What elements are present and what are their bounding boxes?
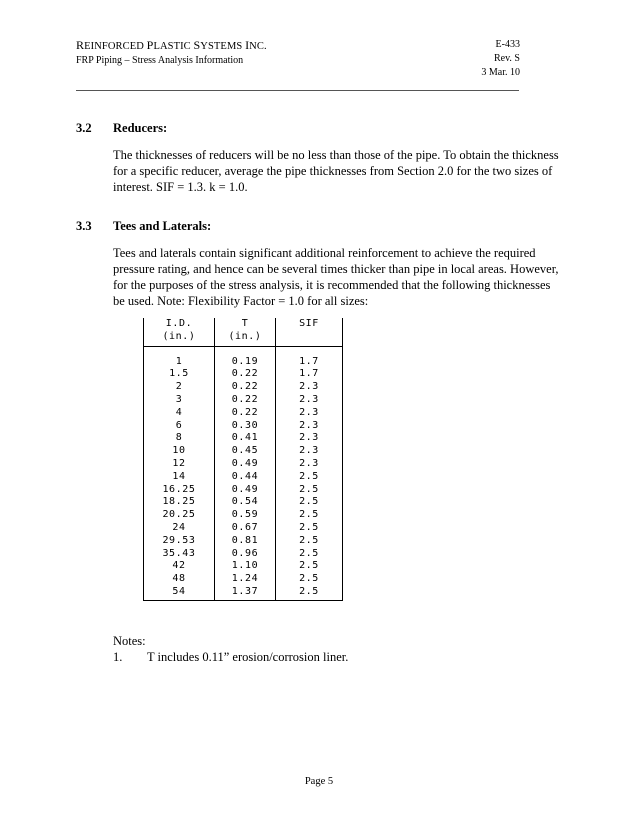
cell-id: 3 (144, 394, 215, 407)
cell-sif: 2.3 (276, 381, 343, 394)
section-number-3-3: 3.3 (76, 219, 92, 233)
cell-id: 42 (144, 560, 215, 573)
table-row (144, 432, 343, 445)
cell-sif: 2.5 (276, 471, 343, 484)
cell-thickness: 0.22 (215, 407, 276, 420)
cell-sif: 2.5 (276, 548, 343, 561)
revision: Rev. S (493, 53, 520, 64)
cell-id: 6 (144, 420, 215, 433)
table-row (144, 368, 343, 381)
company-name: REINFORCED PLASTIC SYSTEMS INC. (76, 38, 267, 52)
table-row (144, 560, 343, 573)
table-row (144, 356, 343, 369)
cell-thickness: 1.24 (215, 573, 276, 586)
table-row (144, 484, 343, 497)
table-row (144, 407, 343, 420)
table-row (144, 445, 343, 458)
paragraph-line: for a specific reducer, average the pipe thicknesses from Section 2.0 for the two sizes of (113, 164, 553, 178)
cell-thickness: 0.22 (215, 394, 276, 407)
cell-sif: 2.5 (276, 509, 343, 522)
cell-sif: 2.5 (276, 573, 343, 586)
cell-thickness: 1.37 (215, 586, 276, 600)
cell-id: 18.25 (144, 496, 215, 509)
table-row (144, 420, 343, 433)
cell-sif: 2.5 (276, 535, 343, 548)
note-text: T includes 0.11” erosion/corrosion liner. (147, 650, 349, 664)
cell-thickness: 0.54 (215, 496, 276, 509)
table-row (144, 509, 343, 522)
table-row (144, 586, 343, 600)
cell-sif: 2.5 (276, 586, 343, 600)
cell-thickness: 0.22 (215, 368, 276, 381)
cell-thickness: 0.30 (215, 420, 276, 433)
cell-sif: 2.5 (276, 522, 343, 535)
cell-id: 14 (144, 471, 215, 484)
cell-id: 1 (144, 356, 215, 369)
header-divider (76, 90, 519, 91)
table-row (144, 471, 343, 484)
cell-sif: 2.3 (276, 445, 343, 458)
document-header-right (481, 38, 520, 80)
cell-thickness: 0.59 (215, 509, 276, 522)
cell-thickness: 1.10 (215, 560, 276, 573)
paragraph-tees-laterals (113, 245, 573, 309)
cell-sif: 1.7 (276, 368, 343, 381)
page-number: Page 5 (304, 776, 334, 787)
cell-id: 10 (144, 445, 215, 458)
table-row (144, 535, 343, 548)
paragraph-line: The thicknesses of reducers will be no less than those of the pipe. To obtain the thickness (113, 148, 559, 162)
cell-id: 24 (144, 522, 215, 535)
cell-id: 12 (144, 458, 215, 471)
table-body (144, 346, 343, 600)
section-title-reducers: Reducers: (113, 121, 168, 135)
cell-thickness: 0.45 (215, 445, 276, 458)
document-header-left (76, 38, 267, 68)
table-row (144, 458, 343, 471)
cell-id: 16.25 (144, 484, 215, 497)
document-subtitle: FRP Piping – Stress Analysis Information (76, 55, 244, 66)
document-number: E-433 (495, 39, 520, 50)
column-unit-t: (in.) (215, 331, 276, 346)
cell-id: 54 (144, 586, 215, 600)
cell-sif: 2.3 (276, 394, 343, 407)
cell-id: 20.25 (144, 509, 215, 522)
cell-thickness: 0.41 (215, 432, 276, 445)
cell-sif: 2.3 (276, 420, 343, 433)
cell-thickness: 0.22 (215, 381, 276, 394)
cell-sif: 2.3 (276, 458, 343, 471)
cell-thickness: 0.67 (215, 522, 276, 535)
cell-sif: 2.5 (276, 560, 343, 573)
cell-id: 48 (144, 573, 215, 586)
cell-id: 4 (144, 407, 215, 420)
cell-id: 1.5 (144, 368, 215, 381)
table-row (144, 394, 343, 407)
cell-thickness: 0.96 (215, 548, 276, 561)
thickness-sif-table (143, 318, 343, 601)
table-row (144, 381, 343, 394)
cell-thickness: 0.81 (215, 535, 276, 548)
cell-sif: 2.5 (276, 484, 343, 497)
section-title-tees-laterals: Tees and Laterals: (113, 219, 212, 233)
paragraph-reducers (113, 147, 573, 195)
paragraph-line: Tees and laterals contain significant additional reinforcement to achieve the required (113, 246, 536, 260)
column-header-id: I.D. (144, 318, 215, 331)
paragraph-line: pressure rating, and hence can be several times thicker than pipe in local areas. However, (113, 262, 559, 276)
note-number: 1. (113, 650, 123, 664)
cell-thickness: 0.49 (215, 458, 276, 471)
cell-sif: 1.7 (276, 356, 343, 369)
cell-sif: 2.3 (276, 407, 343, 420)
column-header-sif: SIF (276, 318, 343, 331)
cell-thickness: 0.44 (215, 471, 276, 484)
table-row (144, 548, 343, 561)
cell-id: 2 (144, 381, 215, 394)
table-row (144, 496, 343, 509)
cell-sif: 2.5 (276, 496, 343, 509)
cell-id: 29.53 (144, 535, 215, 548)
revision-date: 3 Mar. 10 (481, 67, 520, 78)
cell-id: 8 (144, 432, 215, 445)
paragraph-line: interest. SIF = 1.3. k = 1.0. (113, 180, 248, 194)
column-unit-id: (in.) (144, 331, 215, 346)
column-header-t: T (215, 318, 276, 331)
table-row (144, 573, 343, 586)
table-row (144, 522, 343, 535)
paragraph-line: be used. Note: Flexibility Factor = 1.0 for all sizes: (113, 294, 369, 308)
section-number-3-2: 3.2 (76, 121, 92, 135)
cell-sif: 2.3 (276, 432, 343, 445)
cell-thickness: 0.49 (215, 484, 276, 497)
notes-heading: Notes: (113, 634, 146, 648)
cell-thickness: 0.19 (215, 356, 276, 369)
paragraph-line: for the purposes of the stress analysis, it is recommended that the following thicknesses (113, 278, 551, 292)
column-unit-sif (276, 331, 343, 346)
cell-id: 35.43 (144, 548, 215, 561)
